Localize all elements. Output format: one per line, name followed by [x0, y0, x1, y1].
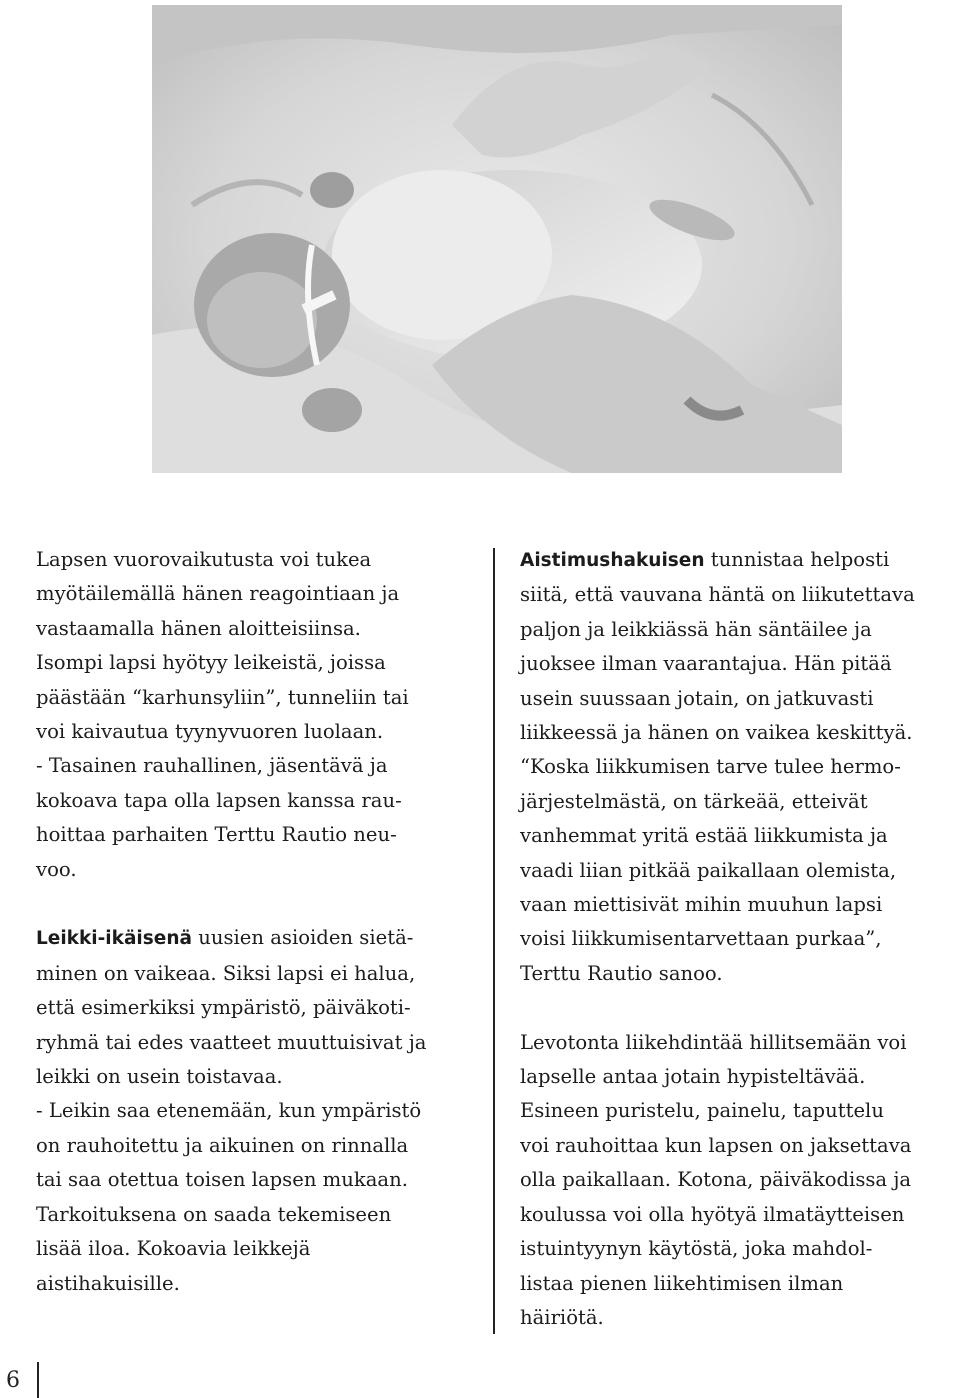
paragraph-sensory-seeking: [520, 543, 960, 991]
paragraph-play-age-body: uusien asioiden sietä- minen on vaikeaa. Siksi lapsi ei halua, että esimerkiksi ympäristö, päiväkoti- ryhmä tai edes vaatteet muuttuisivat ja leikki on usein toistavaa. - Leikin saa etenemään, kun ympäristö on rauhoitettu ja aikuinen on rinnalla tai saa otettua toisen lapsen mukaan. Tarkoituksena on saada tekemiseen lisää iloa. Kokoavia leikkejä aistihakuisille.: [36, 926, 427, 1295]
photo-illustration: [152, 5, 842, 473]
column-divider: [493, 548, 495, 1334]
paragraph-play-age: [36, 921, 476, 1300]
paragraph-interaction: Lapsen vuorovaikutusta voi tukea myötäilemällä hänen reagointiaan ja vastaamalla hänen aloitteisiinsa. Isompi lapsi hyötyy leikeistä, joissa päästään “karhunsyliin”, tunneliin tai voi kaivautua tyynyvuoren luolaan. - Tasainen rauhallinen, jäsentävä ja kokoava tapa olla lapsen kanssa rau- hoittaa parhaiten Terttu Rautio neu- voo.: [36, 548, 409, 881]
paragraph-sensory-seeking-body: tunnistaa helposti siitä, että vauvana häntä on liikutettava paljon ja leikkiässä hän säntäilee ja juoksee ilman vaarantajua. Hän pitää usein suussaan jotain, on jatkuvasti liikkeessä ja hänen on vaikea keskittyä. “Koska liikkumisen tarve tulee hermo- järjestelmästä, on tärkeää, etteivät vanhemmat yritä estää liikkumista ja vaadi liian pitkää paikallaan olemista, vaan miettisivät mihin muuhun lapsi voisi liikkumisentarvettaan purkaa”, Terttu Rautio sanoo.: [520, 548, 915, 985]
text-column-left: [36, 543, 476, 1301]
page-number-rule: [37, 1362, 39, 1398]
paragraph-restless-movement: Levotonta liikehdintää hillitsemään voi lapselle antaa jotain hypisteltävää. Esineen puristelu, painelu, taputtelu voi rauhoittaa kun lapsen on jaksettava olla paikallaan. Kotona, päiväkodissa ja koulussa voi olla hyötyä ilmatäytteisen istuintyynyn käytöstä, joka mahdol- listaa pienen liikehtimisen ilman häiriötä.: [520, 1030, 912, 1329]
run-in-heading-sensory-seeking: Aistimushakuisen: [520, 550, 705, 571]
text-column-right: [520, 543, 960, 1335]
page-number: 6: [6, 1368, 20, 1393]
photo-premature-baby: [152, 5, 842, 473]
run-in-heading-play-age: Leikki-ikäisenä: [36, 928, 192, 950]
